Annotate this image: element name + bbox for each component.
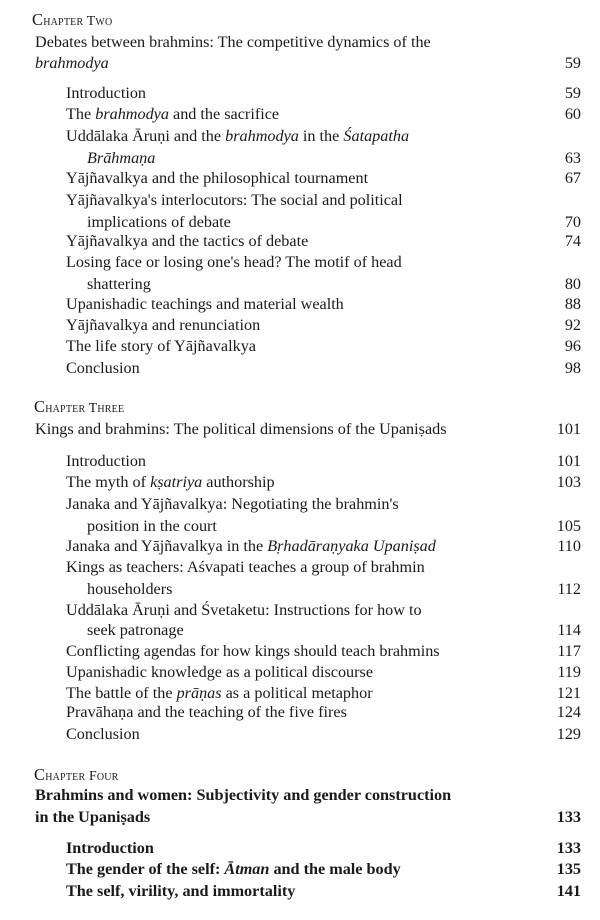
page-number: 59 bbox=[564, 84, 581, 102]
section-title: Uddālaka Āruṇi and Śvetaketu: Instructions for how to bbox=[66, 601, 422, 619]
page-number: 112 bbox=[557, 580, 581, 598]
section-title: implications of debate bbox=[87, 213, 231, 231]
page-number: 101 bbox=[556, 420, 581, 438]
page-number: 59 bbox=[564, 54, 581, 72]
section-title: Conflicting agendas for how kings should teach brahmins bbox=[66, 642, 440, 660]
toc-line-ch3-s5b bbox=[0, 578, 600, 600]
toc-line-ch4-title-2 bbox=[0, 806, 600, 828]
section-title: Conclusion bbox=[66, 725, 140, 743]
toc-line-ch2-s8 bbox=[0, 293, 600, 315]
page-number: 141 bbox=[556, 882, 581, 900]
toc-line-ch3-s1 bbox=[0, 450, 600, 472]
toc-line-ch3-s6a bbox=[0, 599, 600, 621]
toc-line-ch3-s7 bbox=[0, 640, 600, 662]
toc-line-ch2-title-1 bbox=[0, 31, 600, 53]
toc-line-ch2-s11 bbox=[0, 357, 600, 379]
section-title: position in the court bbox=[87, 517, 217, 535]
toc-line-ch2-s5a bbox=[0, 189, 600, 211]
section-title: Yājñavalkya and the philosophical tournament bbox=[66, 169, 369, 187]
section-title: The life story of Yājñavalkya bbox=[66, 337, 256, 355]
toc-line-ch4-label bbox=[0, 764, 600, 786]
section-title: The self, virility, and immortality bbox=[66, 882, 296, 900]
section-title: seek patronage bbox=[87, 621, 184, 639]
page-number: 70 bbox=[564, 213, 581, 231]
toc-line-ch4-s3 bbox=[0, 880, 600, 902]
toc-line-ch4-s1 bbox=[0, 837, 600, 859]
toc-line-ch3-s4 bbox=[0, 535, 600, 557]
toc-line-ch2-s4 bbox=[0, 167, 600, 189]
chapter-label: Chapter Three bbox=[34, 397, 125, 416]
page-number: 98 bbox=[564, 359, 581, 377]
section-title: The brahmodya and the sacrifice bbox=[66, 105, 280, 123]
page-number: 67 bbox=[564, 169, 581, 187]
section-title: householders bbox=[87, 580, 173, 598]
section-title: Conclusion bbox=[66, 359, 140, 377]
section-title: Introduction bbox=[66, 839, 154, 857]
toc-line-ch2-s1 bbox=[0, 82, 600, 104]
page-number: 92 bbox=[564, 316, 581, 334]
section-title: Yājñavalkya's interlocutors: The social and political bbox=[66, 191, 403, 209]
toc-line-ch3-s11 bbox=[0, 723, 600, 745]
page-number: 101 bbox=[556, 452, 581, 470]
toc-line-ch3-label bbox=[0, 396, 600, 418]
section-title: Upanishadic knowledge as a political discourse bbox=[66, 663, 374, 681]
chapter-label: Chapter Four bbox=[34, 765, 119, 784]
section-title: The battle of the prāṇas as a political metaphor bbox=[66, 684, 373, 702]
toc-line-ch2-title-2 bbox=[0, 52, 600, 74]
toc-line-ch2-s10 bbox=[0, 335, 600, 357]
page-number: 80 bbox=[564, 275, 581, 293]
toc-line-ch3-s10 bbox=[0, 701, 600, 723]
section-title: Introduction bbox=[66, 84, 147, 102]
page-number: 60 bbox=[564, 105, 581, 123]
page-number: 114 bbox=[557, 621, 581, 639]
section-title: Pravāhaṇa and the teaching of the five fires bbox=[66, 703, 347, 721]
page-number: 133 bbox=[556, 839, 581, 857]
chapter-title: Debates between brahmins: The competitive dynamics of the bbox=[35, 33, 431, 51]
chapter-title: in the Upaniṣads bbox=[35, 808, 151, 826]
toc-line-ch3-s6b bbox=[0, 619, 600, 641]
toc-line-ch2-s9 bbox=[0, 314, 600, 336]
page-number: 110 bbox=[557, 537, 581, 555]
section-title: Introduction bbox=[66, 452, 147, 470]
section-title: Brāhmaṇa bbox=[87, 149, 156, 167]
page-number: 63 bbox=[564, 149, 581, 167]
section-title: shattering bbox=[87, 275, 151, 293]
section-title: Losing face or losing one's head? The motif of head bbox=[66, 253, 402, 271]
toc-line-ch3-s3b bbox=[0, 515, 600, 537]
toc-line-ch3-s2 bbox=[0, 471, 600, 493]
chapter-title: brahmodya bbox=[35, 54, 109, 72]
page-number: 135 bbox=[556, 860, 581, 878]
chapter-label: Chapter Two bbox=[32, 10, 113, 29]
toc-line-ch4-title-1 bbox=[0, 784, 600, 806]
toc-line-ch2-s2 bbox=[0, 103, 600, 125]
toc-line-ch2-s3b bbox=[0, 147, 600, 169]
section-title: Upanishadic teachings and material wealth bbox=[66, 295, 344, 313]
toc-line-ch2-s6 bbox=[0, 230, 600, 252]
toc-line-ch2-label bbox=[0, 9, 600, 31]
toc-line-ch2-s3a bbox=[0, 125, 600, 147]
toc-line-ch3-title bbox=[0, 418, 600, 440]
section-title: Yājñavalkya and renunciation bbox=[66, 316, 261, 334]
section-title: The gender of the self: Ātman and the male body bbox=[66, 860, 401, 878]
toc-line-ch4-s2 bbox=[0, 858, 600, 880]
page-number: 96 bbox=[564, 337, 581, 355]
page-number: 121 bbox=[556, 684, 581, 702]
toc-line-ch3-s5a bbox=[0, 556, 600, 578]
page-number: 117 bbox=[557, 642, 581, 660]
section-title: Kings as teachers: Aśvapati teaches a group of brahmin bbox=[66, 558, 425, 576]
chapter-title: Brahmins and women: Subjectivity and gender construction bbox=[35, 786, 452, 804]
toc-line-ch2-s7a bbox=[0, 251, 600, 273]
page-number: 105 bbox=[556, 517, 581, 535]
page-number: 88 bbox=[564, 295, 581, 313]
page-number: 129 bbox=[556, 725, 581, 743]
section-title: The myth of kṣatriya authorship bbox=[66, 473, 275, 491]
section-title: Janaka and Yājñavalkya in the Bṛhadāraṇyaka Upaniṣad bbox=[66, 537, 436, 555]
toc-line-ch3-s8 bbox=[0, 661, 600, 683]
section-title: Janaka and Yājñavalkya: Negotiating the brahmin's bbox=[66, 495, 399, 513]
page-number: 124 bbox=[556, 703, 581, 721]
section-title: Uddālaka Āruṇi and the brahmodya in the Śatapatha bbox=[66, 127, 410, 145]
section-title: Yājñavalkya and the tactics of debate bbox=[66, 232, 309, 250]
page-number: 119 bbox=[557, 663, 581, 681]
page-number: 103 bbox=[556, 473, 581, 491]
page-number: 74 bbox=[564, 232, 581, 250]
toc-line-ch3-s3a bbox=[0, 493, 600, 515]
page-number: 133 bbox=[556, 808, 581, 826]
toc-line-ch2-s7b bbox=[0, 273, 600, 295]
chapter-title: Kings and brahmins: The political dimensions of the Upaniṣads bbox=[35, 420, 447, 438]
